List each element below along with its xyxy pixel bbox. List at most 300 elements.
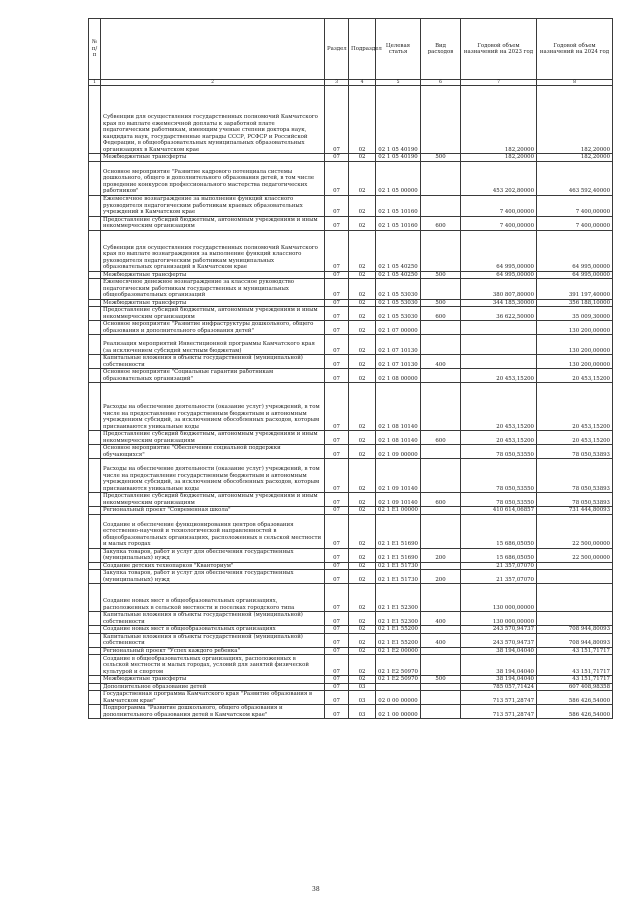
header-statya: Целевая статья — [376, 19, 421, 80]
row-amount-2023 — [461, 355, 537, 369]
column-number: 8 — [537, 80, 613, 86]
row-razdel: 07 — [325, 279, 349, 300]
row-name: Межбюджетные трансферты — [101, 676, 325, 684]
row-amount-2024: 586 426,54000 — [537, 705, 613, 719]
budget-rows — [89, 86, 613, 719]
row-statya: 02 1 05 40190 — [376, 154, 421, 162]
row-razdel: 07 — [325, 86, 349, 154]
row-razdel: 07 — [325, 431, 349, 445]
row-podrazdel: 02 — [349, 584, 376, 612]
row-statya: 02 1 E1 55200 — [376, 626, 421, 634]
row-amount-2024: 22 500,00000 — [537, 548, 613, 562]
row-amount-2023: 243 570,94737 — [461, 626, 537, 634]
row-name: Капитальные вложения в объекты государственной (муниципальной) собственности — [101, 612, 325, 626]
row-vid: 600 — [421, 307, 461, 321]
row-name: Создание и обеспечение функционирования центров образования естественно-научной и технологической направленностей в общеобразовательных организациях, расположенных в сельской местности и малых городах — [101, 514, 325, 548]
row-amount-2024: 64 995,00000 — [537, 271, 613, 279]
row-number-cell — [89, 195, 101, 216]
row-name: Капитальные вложения в объекты государственной (муниципальной) собственности — [101, 355, 325, 369]
row-amount-2024: 35 009,30000 — [537, 307, 613, 321]
row-amount-2023: 38 194,04040 — [461, 655, 537, 676]
row-statya: 02 1 E1 52300 — [376, 584, 421, 612]
row-amount-2024: 130 200,00000 — [537, 321, 613, 335]
row-statya: 02 1 07 10130 — [376, 355, 421, 369]
row-name: Предоставление субсидий бюджетным, автономным учреждениям и иным некоммерческим организациям — [101, 493, 325, 507]
row-podrazdel: 02 — [349, 676, 376, 684]
row-vid — [421, 459, 461, 493]
row-podrazdel: 02 — [349, 299, 376, 307]
row-number-cell — [89, 279, 101, 300]
row-statya: 02 1 09 10140 — [376, 459, 421, 493]
row-razdel: 07 — [325, 216, 349, 230]
row-podrazdel: 03 — [349, 691, 376, 705]
row-number-cell — [89, 683, 101, 691]
row-podrazdel: 02 — [349, 86, 376, 154]
row-name: Межбюджетные трансферты — [101, 299, 325, 307]
row-vid: 200 — [421, 548, 461, 562]
row-razdel: 07 — [325, 355, 349, 369]
column-number: 7 — [461, 80, 537, 86]
row-statya: 02 1 05 40190 — [376, 86, 421, 154]
row-amount-2024: 64 995,00000 — [537, 230, 613, 271]
table-row — [89, 514, 613, 548]
row-name: Реализация мероприятий Инвестиционной программы Камчатского края (за исключением субсидий местным бюджетам) — [101, 335, 325, 355]
row-number-cell — [89, 271, 101, 279]
table-row — [89, 633, 613, 647]
table-row — [89, 570, 613, 584]
row-number-cell — [89, 216, 101, 230]
row-number-cell — [89, 459, 101, 493]
row-amount-2023: 410 614,06857 — [461, 507, 537, 515]
row-number-cell — [89, 493, 101, 507]
row-vid — [421, 383, 461, 431]
row-vid — [421, 647, 461, 655]
table-row — [89, 321, 613, 335]
row-amount-2024: 7 400,00000 — [537, 216, 613, 230]
row-amount-2024: 43 151,71717 — [537, 655, 613, 676]
row-name: Межбюджетные трансферты — [101, 154, 325, 162]
row-vid: 600 — [421, 431, 461, 445]
row-amount-2023: 713 571,28747 — [461, 691, 537, 705]
row-razdel: 07 — [325, 445, 349, 459]
row-number-cell — [89, 562, 101, 570]
row-vid — [421, 514, 461, 548]
row-statya: 02 1 09 00000 — [376, 445, 421, 459]
row-amount-2024 — [537, 612, 613, 626]
row-number-cell — [89, 307, 101, 321]
row-podrazdel: 02 — [349, 307, 376, 321]
row-name: Ежемесячное денежное вознаграждение за классное руководство педагогическим работникам государственных и муниципальных общеобразовательных организаций — [101, 279, 325, 300]
row-amount-2024: 463 592,40000 — [537, 161, 613, 195]
row-vid — [421, 161, 461, 195]
row-vid: 600 — [421, 216, 461, 230]
row-razdel: 07 — [325, 647, 349, 655]
header-num: № п/п — [89, 19, 101, 80]
row-number-cell — [89, 154, 101, 162]
row-number-cell — [89, 633, 101, 647]
row-podrazdel: 02 — [349, 626, 376, 634]
row-statya: 02 1 05 40250 — [376, 230, 421, 271]
row-razdel: 07 — [325, 307, 349, 321]
row-vid: 500 — [421, 271, 461, 279]
row-name: Предоставление субсидий бюджетным, автономным учреждениям и иным некоммерческим организациям — [101, 307, 325, 321]
row-number-cell — [89, 507, 101, 515]
row-name: Расходы на обеспечение деятельности (оказание услуг) учреждений, в том числе на предоставление государственным бюджетным и автономным учреждениям субсидий, за исключением обособленных расходов, которым присваиваются уникальные коды — [101, 383, 325, 431]
row-razdel: 07 — [325, 195, 349, 216]
row-vid — [421, 321, 461, 335]
table-row — [89, 154, 613, 162]
row-razdel: 07 — [325, 493, 349, 507]
row-amount-2023: 78 050,53550 — [461, 445, 537, 459]
table-row — [89, 431, 613, 445]
row-amount-2024: 78 050,53893 — [537, 445, 613, 459]
row-podrazdel: 02 — [349, 355, 376, 369]
row-statya: 02 1 E1 55200 — [376, 633, 421, 647]
row-number-cell — [89, 321, 101, 335]
row-amount-2023: 38 194,04040 — [461, 676, 537, 684]
row-amount-2023 — [461, 335, 537, 355]
row-statya: 02 1 E1 52300 — [376, 612, 421, 626]
row-statya: 02 1 05 53030 — [376, 279, 421, 300]
row-razdel: 07 — [325, 705, 349, 719]
row-amount-2023: 7 400,00000 — [461, 195, 537, 216]
row-vid: 600 — [421, 493, 461, 507]
row-name: Создание новых мест в общеобразовательных организациях, расположенных в сельской местности и поселках городского типа — [101, 584, 325, 612]
column-number: 3 — [325, 80, 349, 86]
table-row — [89, 271, 613, 279]
row-amount-2023: 64 995,00000 — [461, 271, 537, 279]
row-podrazdel: 02 — [349, 507, 376, 515]
table-row — [89, 383, 613, 431]
row-amount-2023: 182,20000 — [461, 86, 537, 154]
row-name: Основное мероприятие "Социальные гарантии работникам образовательных организаций" — [101, 369, 325, 383]
row-razdel: 07 — [325, 562, 349, 570]
row-amount-2023: 20 453,15200 — [461, 369, 537, 383]
row-razdel: 07 — [325, 369, 349, 383]
row-number-cell — [89, 570, 101, 584]
table-row — [89, 299, 613, 307]
row-name: Основное мероприятие "Развитие инфраструктуры дошкольного, общего образования и дополнительного образования детей" — [101, 321, 325, 335]
row-podrazdel: 02 — [349, 459, 376, 493]
row-amount-2023: 243 570,94737 — [461, 633, 537, 647]
table-row — [89, 445, 613, 459]
column-number: 2 — [101, 80, 325, 86]
row-statya: 02 1 05 10160 — [376, 216, 421, 230]
row-statya: 02 1 05 40250 — [376, 271, 421, 279]
row-podrazdel: 02 — [349, 383, 376, 431]
row-vid: 400 — [421, 355, 461, 369]
row-amount-2023: 130 000,00000 — [461, 584, 537, 612]
row-name: Создание детских технопарков "Кванториум" — [101, 562, 325, 570]
row-podrazdel: 02 — [349, 647, 376, 655]
row-name: Субвенции для осуществления государственных полномочий Камчатского края по выплате ежемесячной доплаты к заработной плате педагогическим работникам, имеющим ученые степени доктора наук, кандидата наук, государственные награды СССР, РСФСР и Российской Федерации, в общеобразовательных муниципальных образовательных организациях в Камчатском крае — [101, 86, 325, 154]
column-number: 1 — [89, 80, 101, 86]
row-razdel: 07 — [325, 154, 349, 162]
row-podrazdel: 02 — [349, 612, 376, 626]
row-podrazdel: 02 — [349, 230, 376, 271]
header-y2023: Годовой объем назначений на 2023 год — [461, 19, 537, 80]
row-vid — [421, 691, 461, 705]
row-vid — [421, 335, 461, 355]
row-razdel: 07 — [325, 459, 349, 493]
table-row — [89, 626, 613, 634]
row-podrazdel: 02 — [349, 161, 376, 195]
row-razdel: 07 — [325, 691, 349, 705]
row-amount-2024: 586 426,54000 — [537, 691, 613, 705]
row-razdel: 07 — [325, 299, 349, 307]
row-number-cell — [89, 86, 101, 154]
row-razdel: 07 — [325, 321, 349, 335]
row-amount-2024: 731 444,80093 — [537, 507, 613, 515]
row-amount-2024 — [537, 584, 613, 612]
row-amount-2023: 15 686,05050 — [461, 548, 537, 562]
row-amount-2023: 38 194,04040 — [461, 647, 537, 655]
row-vid: 400 — [421, 633, 461, 647]
row-razdel: 07 — [325, 626, 349, 634]
row-amount-2024: 20 453,15200 — [537, 369, 613, 383]
row-name: Капитальные вложения в объекты государственной (муниципальной) собственности — [101, 633, 325, 647]
row-podrazdel: 02 — [349, 562, 376, 570]
column-number: 5 — [376, 80, 421, 86]
row-podrazdel: 02 — [349, 216, 376, 230]
row-vid: 200 — [421, 570, 461, 584]
row-vid — [421, 86, 461, 154]
table-row — [89, 655, 613, 676]
row-statya: 02 1 05 53030 — [376, 307, 421, 321]
row-amount-2024 — [537, 562, 613, 570]
row-amount-2024: 20 453,15200 — [537, 383, 613, 431]
row-statya: 02 1 08 10140 — [376, 431, 421, 445]
table-row — [89, 548, 613, 562]
row-statya — [376, 683, 421, 691]
row-name: Закупка товаров, работ и услуг для обеспечения государственных (муниципальных) нужд — [101, 548, 325, 562]
row-vid — [421, 683, 461, 691]
row-number-cell — [89, 335, 101, 355]
budget-table — [88, 18, 613, 719]
row-name: Межбюджетные трансферты — [101, 271, 325, 279]
row-name: Основное мероприятие "Обеспечение социальной поддержки обучающихся" — [101, 445, 325, 459]
row-statya: 02 1 E2 50970 — [376, 676, 421, 684]
row-razdel: 07 — [325, 271, 349, 279]
header-vid: Вид расходов — [421, 19, 461, 80]
row-name: Региональный проект "Современная школа" — [101, 507, 325, 515]
table-row — [89, 691, 613, 705]
header-row — [89, 19, 613, 80]
row-name: Создание в общеобразовательных организациях, расположенных в сельской местности и малых городах, условий для занятий физической культурой и спортом — [101, 655, 325, 676]
table-row — [89, 612, 613, 626]
row-amount-2024: 708 944,80093 — [537, 633, 613, 647]
row-statya: 02 1 00 00000 — [376, 705, 421, 719]
row-vid: 400 — [421, 612, 461, 626]
row-number-cell — [89, 514, 101, 548]
row-statya: 02 1 E1 51730 — [376, 562, 421, 570]
row-podrazdel: 02 — [349, 271, 376, 279]
row-statya: 02 1 07 10130 — [376, 335, 421, 355]
row-podrazdel: 02 — [349, 633, 376, 647]
row-vid: 500 — [421, 299, 461, 307]
table-row — [89, 705, 613, 719]
table-row — [89, 493, 613, 507]
row-podrazdel: 02 — [349, 279, 376, 300]
table-row — [89, 216, 613, 230]
row-amount-2023: 20 453,15200 — [461, 431, 537, 445]
table-row — [89, 279, 613, 300]
row-vid — [421, 445, 461, 459]
row-razdel: 07 — [325, 383, 349, 431]
table-row — [89, 307, 613, 321]
row-number-cell — [89, 655, 101, 676]
row-number-cell — [89, 230, 101, 271]
row-razdel: 07 — [325, 548, 349, 562]
table-row — [89, 195, 613, 216]
row-statya: 02 1 E2 00000 — [376, 647, 421, 655]
row-razdel: 07 — [325, 655, 349, 676]
column-number: 4 — [349, 80, 376, 86]
row-amount-2023: 36 622,50000 — [461, 307, 537, 321]
row-vid — [421, 507, 461, 515]
row-razdel: 07 — [325, 230, 349, 271]
row-name: Региональный проект "Успех каждого ребенка" — [101, 647, 325, 655]
table-row — [89, 86, 613, 154]
row-amount-2023: 182,20000 — [461, 154, 537, 162]
table-row — [89, 507, 613, 515]
row-amount-2024: 607 408,98358 — [537, 683, 613, 691]
row-razdel: 07 — [325, 335, 349, 355]
row-amount-2024: 7 400,00000 — [537, 195, 613, 216]
row-podrazdel: 02 — [349, 570, 376, 584]
header-podrazdel: Подраздел — [349, 19, 376, 80]
header-name — [101, 19, 325, 80]
row-name: Ежемесячное вознаграждение за выполнение функций классного руководителя педагогическим работникам краевых образовательных учреждений в Камчатском крае — [101, 195, 325, 216]
row-razdel: 07 — [325, 161, 349, 195]
table-row — [89, 647, 613, 655]
row-amount-2023: 453 202,80000 — [461, 161, 537, 195]
row-amount-2024: 391 197,40000 — [537, 279, 613, 300]
row-vid — [421, 369, 461, 383]
row-vid — [421, 562, 461, 570]
row-amount-2024: 22 500,00000 — [537, 514, 613, 548]
row-number-cell — [89, 299, 101, 307]
row-amount-2024: 356 188,10000 — [537, 299, 613, 307]
row-razdel: 07 — [325, 570, 349, 584]
row-podrazdel: 02 — [349, 445, 376, 459]
row-amount-2024: 182,20000 — [537, 86, 613, 154]
row-number-cell — [89, 161, 101, 195]
row-name: Подпрограмма "Развитие дошкольного, общего образования и дополнительного образования детей в Камчатском крае" — [101, 705, 325, 719]
table-row — [89, 355, 613, 369]
table-row — [89, 584, 613, 612]
row-name: Создание новых мест в общеобразовательных организациях — [101, 626, 325, 634]
table-row — [89, 230, 613, 271]
row-name: Предоставление субсидий бюджетным, автономным учреждениям и иным некоммерческим организациям — [101, 216, 325, 230]
row-amount-2024 — [537, 570, 613, 584]
table-row — [89, 161, 613, 195]
row-amount-2023: 78 050,53550 — [461, 459, 537, 493]
row-number-cell — [89, 431, 101, 445]
row-number-cell — [89, 612, 101, 626]
row-amount-2024: 130 200,00000 — [537, 335, 613, 355]
row-statya: 02 0 00 00000 — [376, 691, 421, 705]
row-razdel: 07 — [325, 584, 349, 612]
row-number-cell — [89, 548, 101, 562]
row-podrazdel: 03 — [349, 683, 376, 691]
table-row — [89, 459, 613, 493]
row-statya: 02 1 E2 50970 — [376, 655, 421, 676]
column-number: 6 — [421, 80, 461, 86]
row-number-cell — [89, 626, 101, 634]
row-amount-2023: 380 807,80000 — [461, 279, 537, 300]
row-number-cell — [89, 676, 101, 684]
row-amount-2024: 78 050,53893 — [537, 459, 613, 493]
row-name: Основное мероприятие "Развитие кадрового потенциала системы дошкольного, общего и дополнительного образования детей, в том числе проведение конкурсов профессионального мастерства педагогических работников" — [101, 161, 325, 195]
row-amount-2024: 182,20000 — [537, 154, 613, 162]
row-amount-2023: 130 000,00000 — [461, 612, 537, 626]
row-vid — [421, 279, 461, 300]
row-amount-2024: 43 151,71717 — [537, 676, 613, 684]
row-number-cell — [89, 369, 101, 383]
row-podrazdel: 02 — [349, 431, 376, 445]
row-podrazdel: 02 — [349, 369, 376, 383]
row-vid — [421, 655, 461, 676]
row-razdel: 07 — [325, 633, 349, 647]
row-statya: 02 1 E1 51730 — [376, 570, 421, 584]
row-statya: 02 1 E1 51690 — [376, 548, 421, 562]
row-podrazdel: 02 — [349, 195, 376, 216]
row-name: Закупка товаров, работ и услуг для обеспечения государственных (муниципальных) нужд — [101, 570, 325, 584]
row-razdel: 07 — [325, 612, 349, 626]
row-statya: 02 1 E1 51690 — [376, 514, 421, 548]
row-name: Предоставление субсидий бюджетным, автономным учреждениям и иным некоммерческим организациям — [101, 431, 325, 445]
row-amount-2023: 785 057,71424 — [461, 683, 537, 691]
row-number-cell — [89, 647, 101, 655]
row-amount-2024: 708 944,80093 — [537, 626, 613, 634]
row-statya: 02 1 09 10140 — [376, 493, 421, 507]
row-statya: 02 1 E1 00000 — [376, 507, 421, 515]
row-amount-2023: 344 185,30000 — [461, 299, 537, 307]
row-statya: 02 1 08 00000 — [376, 369, 421, 383]
row-vid — [421, 705, 461, 719]
row-amount-2023: 21 357,07070 — [461, 570, 537, 584]
row-name: Дополнительное образование детей — [101, 683, 325, 691]
row-podrazdel: 02 — [349, 321, 376, 335]
row-statya: 02 1 08 10140 — [376, 383, 421, 431]
row-name: Расходы на обеспечение деятельности (оказание услуг) учреждений, в том числе на предоставление государственным бюджетным и автономным учреждениям субсидий, за исключением обособленных расходов, которым присваиваются уникальные коды — [101, 459, 325, 493]
row-amount-2023: 713 571,28747 — [461, 705, 537, 719]
row-podrazdel: 02 — [349, 548, 376, 562]
row-number-cell — [89, 691, 101, 705]
row-amount-2024: 78 050,53893 — [537, 493, 613, 507]
table-row — [89, 335, 613, 355]
row-razdel: 07 — [325, 507, 349, 515]
row-statya: 02 1 05 00000 — [376, 161, 421, 195]
row-amount-2024: 20 453,15200 — [537, 431, 613, 445]
row-number-cell — [89, 355, 101, 369]
row-amount-2024: 43 151,71717 — [537, 647, 613, 655]
row-razdel: 07 — [325, 683, 349, 691]
row-podrazdel: 02 — [349, 655, 376, 676]
table-row — [89, 562, 613, 570]
row-amount-2023: 7 400,00000 — [461, 216, 537, 230]
row-podrazdel: 03 — [349, 705, 376, 719]
page-number: 38 — [312, 886, 320, 893]
row-razdel: 07 — [325, 514, 349, 548]
row-amount-2023: 78 050,53550 — [461, 493, 537, 507]
row-amount-2023 — [461, 321, 537, 335]
row-number-cell — [89, 705, 101, 719]
row-name: Субвенции для осуществления государственных полномочий Камчатского края по выплате вознаграждения за выполнение функций классного руководителя педагогическим работникам муниципальных образовательных организаций в Камчатском крае — [101, 230, 325, 271]
row-podrazdel: 02 — [349, 335, 376, 355]
row-statya: 02 1 05 53030 — [376, 299, 421, 307]
